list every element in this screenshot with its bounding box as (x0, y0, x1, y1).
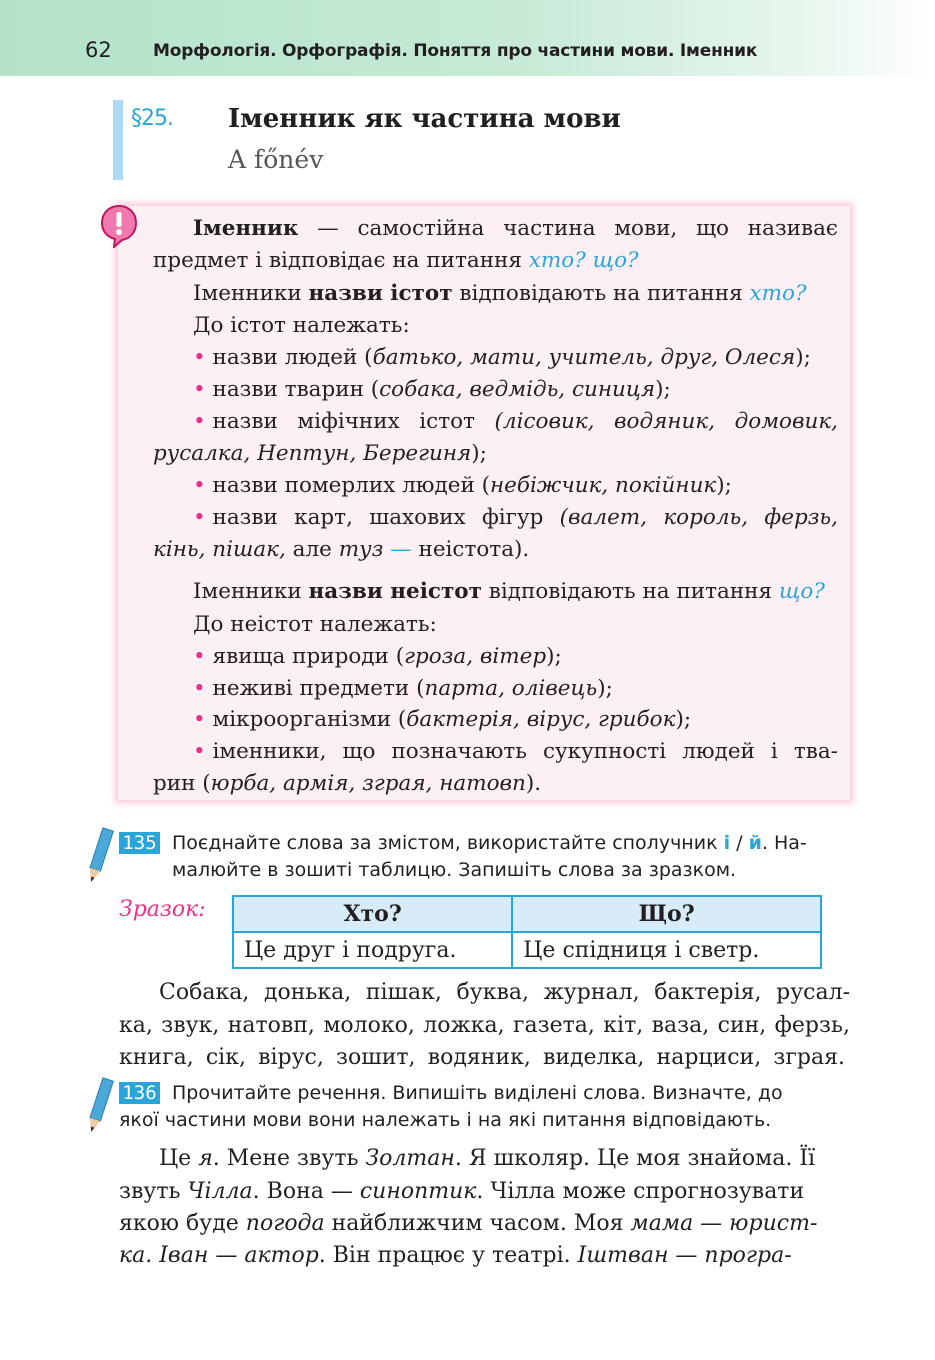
sample-table (232, 895, 822, 969)
rule-line-11: кінь, пішак, але туз — неістота). (153, 537, 530, 562)
table-cell-what: Це спідниця і светр. (512, 932, 821, 968)
page-header (0, 0, 935, 76)
rule-line-2: предмет і відповідає на питання хто? що? (153, 248, 639, 273)
rule-line-7: • назви міфічних істот (лісовик, водяник, домовик, (193, 409, 838, 434)
exercise-136-line-2: якої частини мови вони належать і на які питання відповідають. (119, 1109, 772, 1131)
table-header-who: Хто? (233, 896, 512, 932)
rule-line-6: • назви тварин (собака, ведмідь, синиця); (193, 377, 671, 402)
passage-line-3: якою буде погода найближчим часом. Моя мама — юрист- (119, 1211, 818, 1236)
rule-line-4: До істот належать: (193, 313, 410, 338)
passage-line-1: Це я. Мене звуть Золтан. Я школяр. Це моя знайома. Її (159, 1146, 816, 1171)
exercise-number-136: 136 (119, 1082, 160, 1104)
rule-line-5: • назви людей (батько, мати, учитель, друг, Олеся); (193, 345, 811, 370)
rule-line-16: • мікроорганізми (бактерія, вірус, грибок); (193, 707, 692, 732)
rule-line-3: Іменники назви істот відповідають на питання хто? (193, 281, 807, 306)
rule-line-18: рин (юрба, армія, зграя, натовп). (153, 771, 542, 796)
rule-line-1: Іменник — самостійна частина мови, що називає (193, 216, 838, 241)
rule-line-13: До неістот належать: (193, 612, 437, 637)
section-subtitle: A főnév (228, 145, 324, 174)
rule-line-10: • назви карт, шахових фігур (валет, король, ферзь, (193, 505, 838, 530)
pencil-icon (84, 826, 114, 886)
rule-line-12: Іменники назви неістот відповідають на питання що? (193, 579, 825, 604)
rule-line-8: русалка, Нептун, Берегиня); (153, 441, 487, 466)
rule-line-15: • неживі предмети (парта, олівець); (193, 676, 613, 701)
section-bar (113, 100, 123, 180)
page-number: 62 (85, 38, 112, 62)
rule-line-17: • іменники, що позначають сукупності людей і тва- (193, 739, 838, 764)
word-list-line-3: книга, сік, вірус, зошит, водяник, виделка, нарциси, зграя. (119, 1045, 845, 1070)
header-title: Морфологія. Орфографія. Поняття про частини мови. Іменник (153, 41, 758, 61)
exercise-135-line-2: малюйте в зошиті таблицю. Запишіть слова за зразком. (172, 859, 737, 881)
passage-line-2: звуть Чілла. Вона — синоптик. Чілла може спрогнозувати (119, 1179, 805, 1204)
section-number: §25. (131, 106, 173, 131)
pencil-icon (84, 1076, 114, 1136)
exercise-136-line-1: Прочитайте речення. Випишіть виділені слова. Визначте, до (172, 1082, 783, 1104)
passage-line-4: ка. Іван — актор. Він працює у театрі. Іштван — програ- (119, 1243, 792, 1268)
table-cell-who: Це друг і подруга. (233, 932, 512, 968)
exclamation-icon (100, 204, 138, 248)
rule-line-9: • назви померлих людей (небіжчик, покійник); (193, 473, 732, 498)
sample-label: Зразок: (119, 897, 206, 922)
section-title: Іменник як частина мови (228, 104, 621, 134)
exercise-135-line-1: Поєднайте словa за змістом, використайте сполучник і / й. На- (172, 832, 807, 854)
exercise-number-135: 135 (119, 832, 160, 854)
word-list-line-1: Собака, донька, пішак, буква, журнал, бактерія, русал- (159, 980, 850, 1005)
rule-line-14: • явища природи (гроза, вітер); (193, 644, 562, 669)
table-header-what: Що? (512, 896, 821, 932)
word-list-line-2: ка, звук, натовп, молоко, ложка, газета, кіт, ваза, син, ферзь, (119, 1013, 850, 1038)
